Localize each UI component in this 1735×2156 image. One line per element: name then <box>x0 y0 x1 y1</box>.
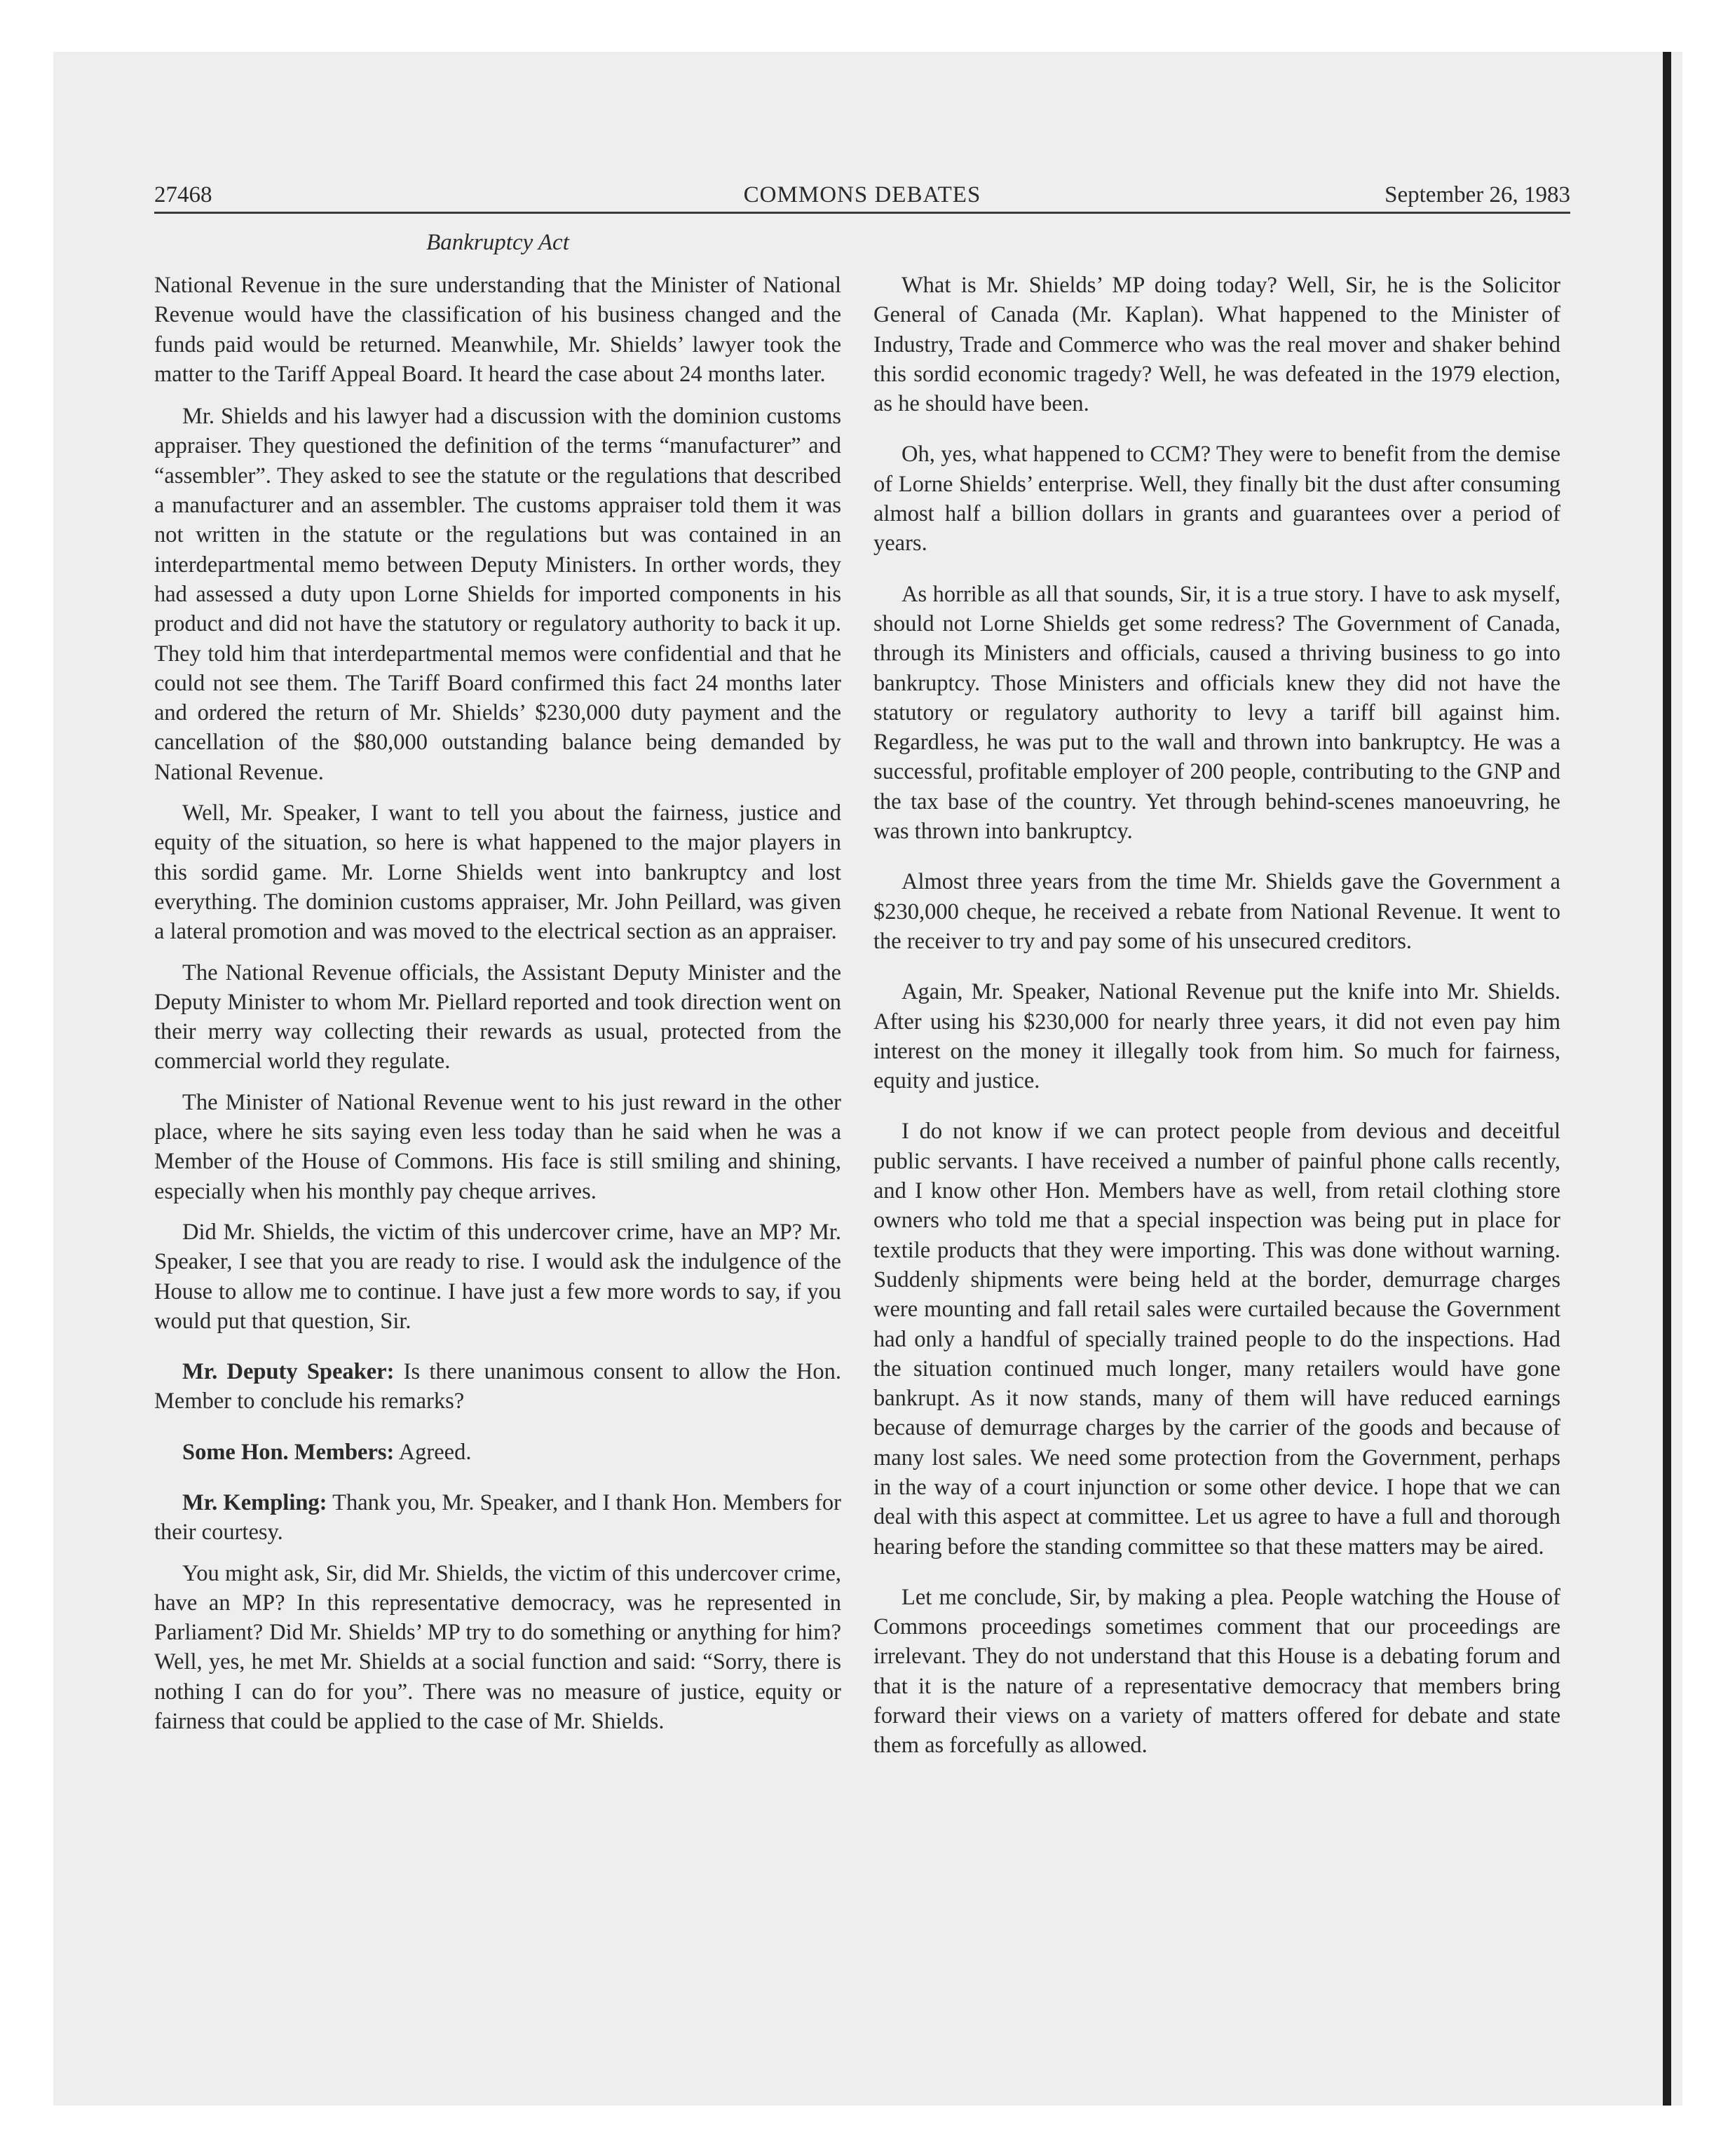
paragraph: Let me conclude, Sir, by making a plea. People watching the House of Commons proceedings sometimes comment that our proceedings are irrelevant. They do not understand that this House is a debating forum and that it is the nature of a representative democracy that members bring forward their views on a variety of matters offered for debate and state them as forcefully as allowed. <box>873 1584 1560 1759</box>
speaker-name: Mr. Deputy Speaker: <box>182 1359 395 1385</box>
paragraph: National Revenue in the sure understanding that the Minister of National Revenue would have the classification of his business changed and the funds paid would be returned. Meanwhile, Mr. Shields’ lawyer took the matter to the Tariff Appeal Board. It heard the case about 24 months later. <box>154 273 841 387</box>
paragraph: I do not know if we can protect people from devious and deceitful public servants. I have received a number of painful phone calls recently, and I know other Hon. Members have as well, from retail clothing store owners who told me that a special inspection was being put in place for textile products that they were importing. This was done without warning. Suddenly shipments were being held at the border, demurrage charges were mounting and fall retail sales were curtailed because the Government had only a handful of specially trained people to do the inspections. Had the situation continued much longer, many retailers would have gone bankrupt. As it now stands, many of them will have reduced earnings because of demurrage charges by the carrier of the goods and because of many lost sales. We need some protection from the Government, perhaps in the way of a court injunction or some other device. I hope that we can deal with this aspect at committee. Let us agree to have a full and thorough hearing before the standing committee so that these matters may be aired. <box>873 1119 1560 1560</box>
section-heading: Bankruptcy Act <box>426 230 569 255</box>
paragraph: Again, Mr. Speaker, National Revenue put the knife into Mr. Shields. After using his $230,000 for nearly three years, it did not even pay him interest on the money it illegally took from him. So much for fairness, equity and justice. <box>873 979 1560 1094</box>
paragraph: The National Revenue officials, the Assistant Deputy Minister and the Deputy Minister to whom Mr. Piellard reported and took direction went on their merry way collecting their rewards as usual, protected from the commercial world they regulate. <box>154 960 841 1074</box>
paragraph: Mr. Shields and his lawyer had a discussion with the dominion customs appraiser. They questioned the definition of the terms “manufacturer” and “assembler”. They asked to see the statute or the regulations that described a manufacturer and an assembler. The customs appraiser told them it was not written in the statute or the regulations but was contained in an interdepartmental memo between Deputy Ministers. In orther words, they had assessed a duty upon Lorne Shields for imported components in his product and did not have the statutory or regulatory authority to back it up. They told him that interdepartmental memos were confidential and that he could not see them. The Tariff Board confirmed this fact 24 months later and ordered the return of Mr. Shields’ $230,000 duty payment and the cancellation of the $80,000 outstanding balance being demanded by National Revenue. <box>154 404 841 785</box>
paragraph: Did Mr. Shields, the victim of this undercover crime, have an MP? Mr. Speaker, I see that you are ready to rise. I would ask the indulgence of the House to allow me to continue. I have just a few more words to say, if you would put that question, Sir. <box>154 1219 841 1334</box>
page-number: 27468 <box>154 182 212 207</box>
speaker-paragraph: Mr. Kempling: Thank you, Mr. Speaker, and I thank Hon. Members for their courtesy. <box>154 1489 841 1546</box>
speaker-paragraph: Mr. Deputy Speaker: Is there unanimous consent to allow the Hon. Member to conclude his remarks? <box>154 1359 841 1414</box>
paragraph: As horrible as all that sounds, Sir, it is a true story. I have to ask myself, should not Lorne Shields get some redress? The Government of Canada, through its Ministers and officials, caused a thriving business to go into bankruptcy. Those Ministers and officials knew they did not have the statutory or regulatory authority to levy a tariff bill against him. Regardless, he was put to the wall and thrown into bankruptcy. He was a successful, profitable employer of 200 people, contributing to the GNP and the tax base of the country. Yet through behind-scenes manoeuvring, he was thrown into bankruptcy. <box>873 581 1560 845</box>
paragraph: Almost three years from the time Mr. Shields gave the Government a $230,000 cheque, he received a rebate from National Revenue. It went to the receiver to try and pay some of his unsecured creditors. <box>873 869 1560 954</box>
speaker-name: Some Hon. Members: <box>182 1439 395 1465</box>
page-date: September 26, 1983 <box>1384 182 1570 207</box>
scan-edge-bar <box>1663 52 1671 2106</box>
paragraph: Well, Mr. Speaker, I want to tell you about the fairness, justice and equity of the situation, so here is what happened to the major players in this sordid game. Mr. Lorne Shields went into bankruptcy and lost everything. The dominion customs appraiser, Mr. John Peillard, was given a lateral promotion and was moved to the electrical section as an appraiser. <box>154 800 841 945</box>
left-column <box>154 271 841 1747</box>
speaker-paragraph: Some Hon. Members: Agreed. <box>182 1439 472 1465</box>
paragraph: The Minister of National Revenue went to his just reward in the other place, where he sits saying even less today than he said when he was a Member of the House of Commons. His face is still smiling and shining, especially when his monthly pay cheque arrives. <box>154 1089 841 1204</box>
paragraph: You might ask, Sir, did Mr. Shields, the victim of this undercover crime, have an MP? In this representative democracy, was he represented in Parliament? Did Mr. Shields’ MP try to do something or anything for him? Well, yes, he met Mr. Shields at a social function and said: “Sorry, there is nothing I can do for you”. There was no measure of justice, equity or fairness that could be applied to the case of Mr. Shields. <box>154 1560 841 1735</box>
paragraph: Oh, yes, what happened to CCM? They were to benefit from the demise of Lorne Shields’ enterprise. Well, they finally bit the dust after consuming almost half a billion dollars in grants and guarantees over a period of years. <box>873 442 1560 557</box>
page-header <box>154 179 1570 214</box>
paragraph: What is Mr. Shields’ MP doing today? Well, Sir, he is the Solicitor General of Canada (Mr. Kaplan). What happened to the Minister of Industry, Trade and Commerce who was the real mover and shaker behind this sordid economic tragedy? Well, he was defeated in the 1979 election, as he should have been. <box>873 273 1560 417</box>
right-column <box>873 271 1560 1772</box>
speaker-name: Mr. Kempling: <box>182 1489 327 1515</box>
publication-title: COMMONS DEBATES <box>743 182 981 207</box>
